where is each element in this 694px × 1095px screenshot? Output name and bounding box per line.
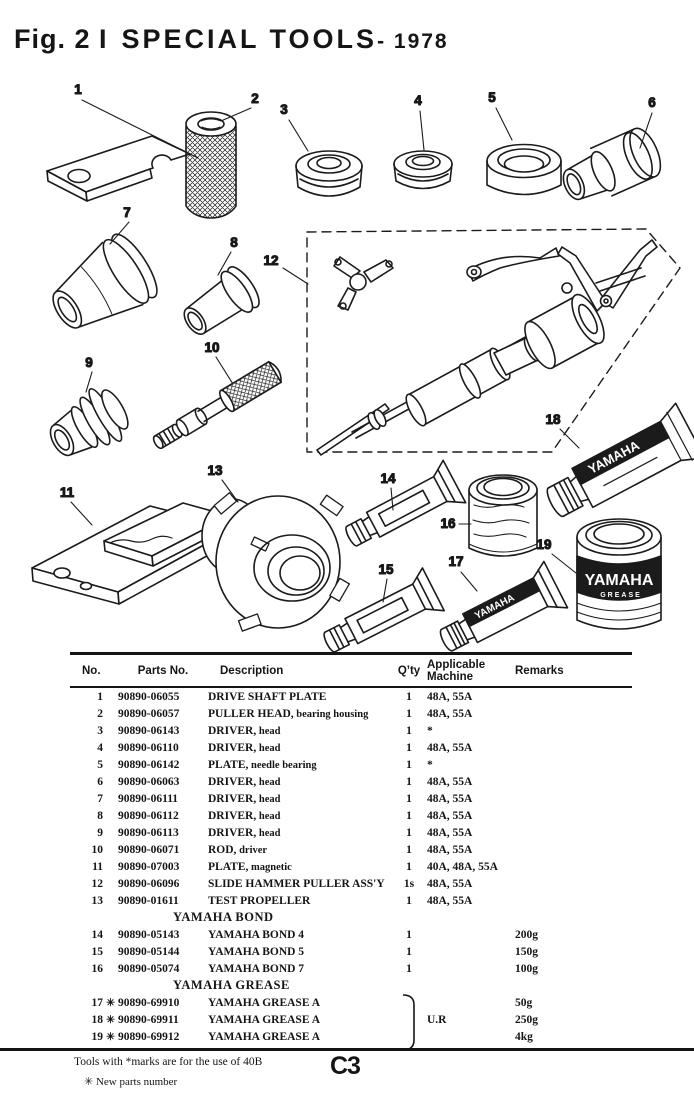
cell-desc: YAMAHA BOND 4 [208,928,305,941]
footnote-asterisk: Tools with *marks are for the use of 40B [74,1056,263,1068]
cell-mach: 48A, 55A [427,775,473,788]
table-header [70,652,632,688]
label-7: 7 [123,205,131,220]
cell-desc: PLATE, needle bearing [208,758,317,771]
label-1: 1 [74,82,82,97]
cell-parts: 90890-06096 [118,877,180,890]
cell-no: 1 [97,690,103,703]
table-row [70,739,632,756]
cell-desc: TEST PROPELLER [208,894,311,907]
label-4: 4 [414,93,422,108]
cell-desc: YAMAHA BOND 5 [208,945,305,958]
cell-desc: YAMAHA GREASE A [208,1013,321,1026]
table-row [70,858,632,875]
table-row [70,892,632,909]
cell-rem: 100g [515,962,538,975]
cell-no: 15 [91,945,103,958]
tool-9-driver-head [39,380,137,471]
table-row [70,1011,632,1028]
header-no: No. [82,664,101,677]
cell-parts: 90890-05143 [118,928,180,941]
cell-mach: 48A, 55A [427,741,473,754]
table-row [70,943,632,960]
tool-18-grease-tube [537,403,694,531]
cell-parts: 90890-69911 [118,1013,179,1026]
cell-qty: 1 [406,724,412,737]
footnote-new-parts: ✳ New parts number [84,1076,178,1088]
cell-qty: 1 [406,792,412,805]
cell-no: 10 [91,843,103,856]
cell-desc: DRIVER, head [208,809,281,822]
cell-mark: ✳ [106,1014,115,1026]
cell-qty: 1 [406,945,412,958]
label-11: 11 [59,485,75,500]
cell-parts: 90890-06112 [118,809,179,822]
cell-desc: YAMAHA GREASE A [208,1030,321,1043]
cell-mach: 48A, 55A [427,894,473,907]
cell-no: 4 [97,741,103,754]
cell-parts: 90890-69910 [118,996,180,1009]
tool-14-bond-tube [338,460,466,558]
cell-desc: PULLER HEAD, bearing housing [208,707,369,720]
table-row [70,705,632,722]
tool-10-driver-rod [149,360,284,454]
cell-mark: ✳ [106,1031,115,1043]
cell-qty: 1 [406,843,412,856]
tool-17-grease-tube [432,561,568,660]
table-row [70,756,632,773]
can19-brand-text: YAMAHA [584,572,654,589]
cell-rem: 250g [515,1013,538,1026]
cell-qty: 1 [406,962,412,975]
tool-12-slide-hammer-puller [317,240,657,455]
new-parts-mark: ✳ [84,1076,94,1088]
label-10: 10 [204,340,220,355]
header-remarks: Remarks [515,664,564,677]
cell-mach: 48A, 55A [427,877,473,890]
table-section-header: YAMAHA GREASE [173,978,290,992]
cell-qty: 1 [406,758,412,771]
tool-16-bond-can [469,475,537,556]
cell-qty: 1 [406,928,412,941]
cell-qty: 1s [403,877,415,890]
cell-parts: 90890-01611 [118,894,179,907]
label-12: 12 [263,253,279,268]
label-6: 6 [648,95,656,110]
label-2: 2 [251,91,259,106]
cell-mach: * [427,724,433,737]
tool-13-test-propeller [202,493,349,631]
cell-qty: 1 [406,860,412,873]
tool-7-driver-head [39,228,165,346]
cell-parts: 90890-07003 [118,860,180,873]
cell-mach: 48A, 55A [427,843,473,856]
tool-6-driver-head [555,124,667,212]
cell-mach: * [427,758,433,771]
grease-group-bracket [402,993,420,1053]
table-section-header: YAMAHA BOND [173,910,274,924]
table-row [70,688,632,705]
label-8: 8 [230,235,238,250]
cell-no: 13 [91,894,103,907]
cell-no: 5 [97,758,103,771]
cell-mach: 48A, 55A [427,690,473,703]
header-desc: Description [220,664,284,677]
cell-mach: U.R [427,1013,447,1026]
table-row [70,773,632,790]
cell-no: 2 [97,707,103,720]
cell-parts: 90890-06142 [118,758,180,771]
cell-desc: DRIVER, head [208,741,281,754]
cell-no: 17 [91,996,103,1009]
cell-no: 8 [97,809,103,822]
cell-no: 9 [97,826,103,839]
tool-2-puller-head [186,112,236,218]
table-row [70,722,632,739]
cell-desc: ROD, driver [208,843,268,856]
cell-desc: DRIVER, head [208,792,281,805]
cell-mach: 40A, 48A, 55A [427,860,498,873]
cell-desc: DRIVE SHAFT PLATE [208,690,327,703]
cell-desc: YAMAHA BOND 7 [208,962,305,975]
cell-mach: 48A, 55A [427,826,473,839]
cell-no: 18 [91,1013,103,1026]
label-17: 17 [448,554,464,569]
parts-table [70,652,632,1045]
cell-parts: 90890-06063 [118,775,180,788]
cell-no: 19 [91,1030,103,1043]
cell-no: 12 [91,877,103,890]
figure-title: SPECIAL TOOLS [121,24,378,54]
cell-desc: YAMAHA GREASE A [208,996,321,1009]
header-parts: Parts No. [137,664,189,677]
cell-mark: ✳ [106,997,115,1009]
cell-qty: 1 [406,809,412,822]
figure-year: - 1978 [377,30,449,53]
cell-rem: 150g [515,945,538,958]
cell-desc: DRIVER, head [208,775,281,788]
tool-4-driver-head [394,151,452,189]
cell-parts: 90890-06113 [118,826,179,839]
footer-rule [0,1048,694,1051]
cell-parts: 90890-06110 [118,741,179,754]
cell-qty: 1 [406,741,412,754]
label-18: 18 [545,412,561,427]
cell-desc: SLIDE HAMMER PULLER ASS'Y [208,877,385,890]
table-row [70,824,632,841]
cell-no: 14 [91,928,103,941]
table-body [70,688,632,1045]
cell-rem: 50g [515,996,533,1009]
cell-parts: 90890-05144 [118,945,180,958]
cell-no: 11 [92,860,103,873]
cell-desc: DRIVER, head [208,724,281,737]
can19-grease-text: GREASE [600,592,642,599]
table-row [70,960,632,977]
cell-parts: 90890-05074 [118,962,180,975]
label-14: 14 [380,471,396,486]
table-row [70,1028,632,1045]
label-13: 13 [207,463,223,478]
cell-mach: 48A, 55A [427,809,473,822]
cell-parts: 90890-06111 [118,792,179,805]
tube18-brand-text: YAMAHA [585,437,642,477]
cell-qty: 1 [406,707,412,720]
label-9: 9 [85,355,93,370]
tool-5-needle-bearing-plate [487,145,561,195]
tool-8-driver-head [175,262,265,345]
label-5: 5 [488,90,496,105]
tube17-brand-text: YAMAHA [473,592,517,622]
cell-qty: 1 [406,690,412,703]
table-row [70,926,632,943]
cell-mach: 48A, 55A [427,792,473,805]
cell-parts: 90890-69912 [118,1030,180,1043]
table-row [70,790,632,807]
tool-19-grease-can [577,519,661,629]
figure-number: Fig. 2 I [14,24,108,54]
cell-no: 3 [97,724,103,737]
cell-qty: 1 [406,894,412,907]
label-15: 15 [378,562,394,577]
label-3: 3 [280,102,288,117]
cell-parts: 90890-06057 [118,707,180,720]
cell-parts: 90890-06071 [118,843,180,856]
table-row [70,807,632,824]
tool-1-drive-shaft-plate [47,136,190,201]
header-machine: Applicable Machine [427,658,486,683]
cell-no: 16 [91,962,103,975]
cell-parts: 90890-06143 [118,724,180,737]
cell-desc: PLATE, magnetic [208,860,292,873]
header-qty: Q’ty [397,664,421,677]
cell-qty: 1 [406,775,412,788]
cell-qty: 1 [406,826,412,839]
table-row [70,875,632,892]
cell-rem: 200g [515,928,538,941]
label-16: 16 [440,516,456,531]
cell-rem: 4kg [515,1030,533,1043]
cell-parts: 90890-06055 [118,690,180,703]
label-19: 19 [536,537,552,552]
cell-mach: 48A, 55A [427,707,473,720]
table-row [70,994,632,1011]
page-number: C3 [330,1052,360,1080]
table-row [70,841,632,858]
cell-no: 6 [97,775,103,788]
tool-3-driver-head [296,151,362,196]
cell-desc: DRIVER, head [208,826,281,839]
cell-no: 7 [97,792,103,805]
